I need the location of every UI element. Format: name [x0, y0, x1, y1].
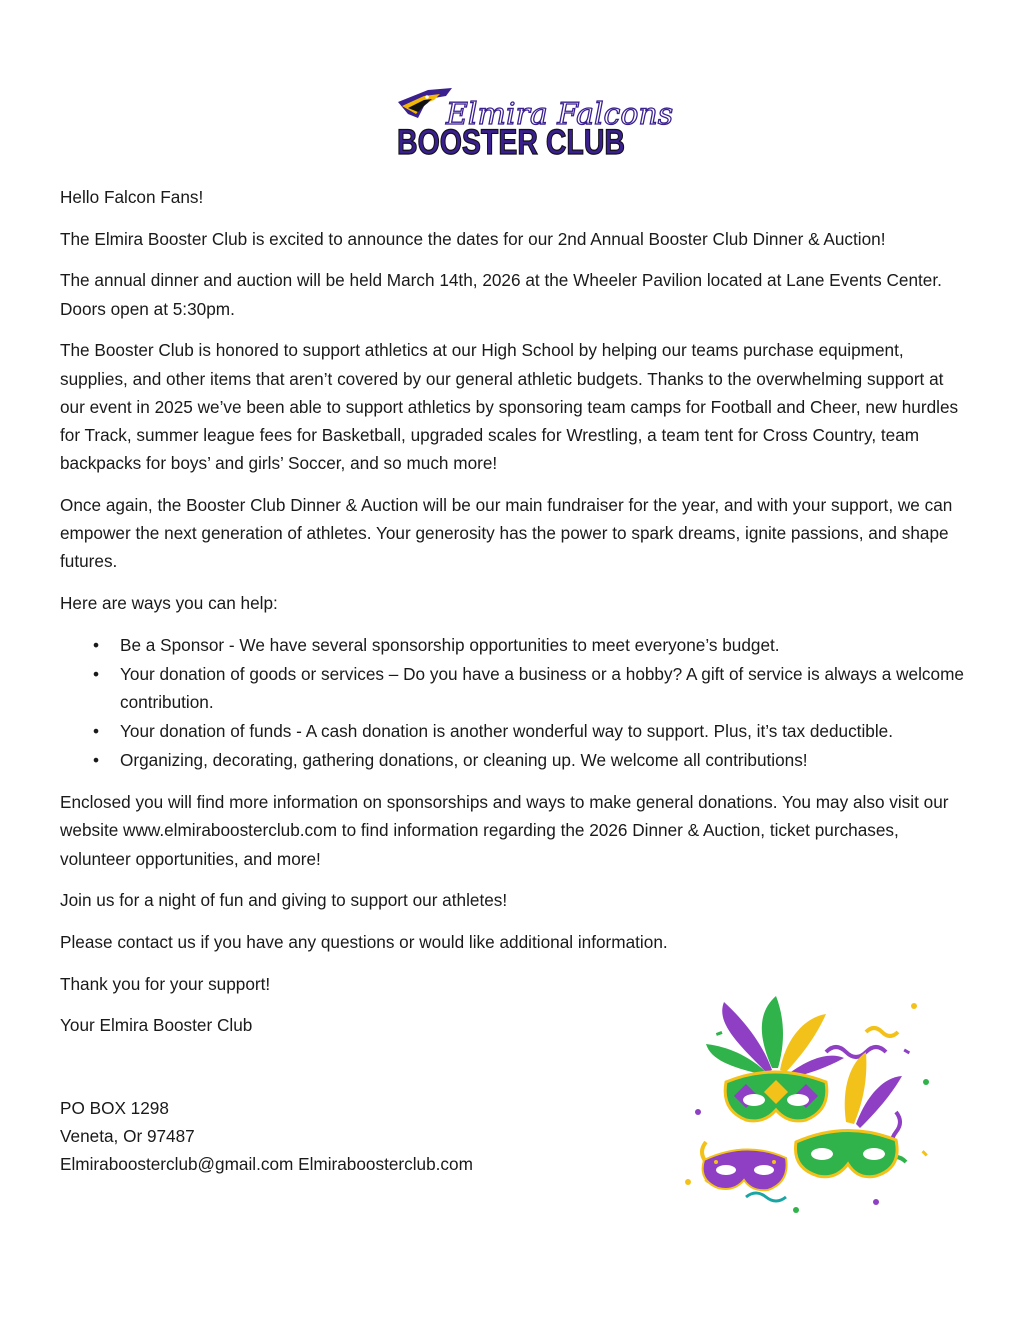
greeting: Hello Falcon Fans!	[60, 187, 204, 207]
address-city: Veneta, Or 97487	[60, 1126, 195, 1147]
logo-script-text: Elmira Falcons	[446, 97, 674, 132]
list-item-text: Be a Sponsor - We have several sponsorship opportunities to meet everyone’s budget.	[120, 634, 780, 655]
falcon-logo-icon	[394, 84, 674, 162]
event-details-paragraph: The annual dinner and auction will be held March 14th, 2026 at the Wheeler Pavilion located at Lane Events Center. Doors open at 5:30pm.	[60, 270, 942, 319]
invitation-line: Join us for a night of fun and giving to support our athletes!	[60, 890, 508, 911]
ways-list	[60, 631, 965, 775]
signoff-line: Your Elmira Booster Club	[60, 1015, 253, 1036]
falcon-head-icon	[398, 88, 452, 118]
address-po-box: PO BOX 1298	[60, 1098, 169, 1119]
list-item-text: Your donation of funds - A cash donation is another wonderful way to support. Plus, it’s tax deductible.	[120, 721, 893, 742]
website-paragraph: Enclosed you will find more information on sponsorships and ways to make general donations. You may also visit our website www.elmiraboosterclub.com to find information regarding the 2026 Dinner & Auction, ticket purchases, volunteer opportunities, and more!	[60, 792, 949, 869]
list-item-text: Organizing, decorating, gathering donations, or cleaning up. We welcome all contributions!	[120, 750, 808, 771]
announcement-paragraph: The Elmira Booster Club is excited to announce the dates for our 2nd Annual Booster Club Dinner & Auction!	[60, 228, 886, 249]
support-paragraph: The Booster Club is honored to support athletics at our High School by helping our teams purchase equipment, supplies, and other items that aren’t covered by our general athletic budgets. Thanks to the overwhelming support at our event in 2025 we’ve been able to support athletics by sponsoring team camps for Football and Cheer, new hurdles for Track, summer league fees for Basketball, upgraded scales for Wrestling, a team tent for Cross Country, team backpacks for boys’ and girls’ Soccer, and so much more!	[60, 340, 959, 474]
thanks-line: Thank you for your support!	[60, 973, 271, 994]
list-item	[60, 631, 965, 659]
address-email-website: Elmiraboosterclub@gmail.com Elmiraboosterclub.com	[60, 1154, 473, 1175]
ways-intro: Here are ways you can help:	[60, 592, 278, 613]
list-item	[60, 746, 965, 774]
contact-line: Please contact us if you have any questions or would like additional information.	[60, 931, 668, 952]
bullet-icon: •	[92, 663, 100, 684]
logo-block-text: BOOSTER CLUB	[397, 123, 625, 162]
fundraiser-paragraph: Once again, the Booster Club Dinner & Auction will be our main fundraiser for the year, and with your support, we can empower the next generation of athletes. Your generosity has the power to spark dreams, ignite passions, and shape futures.	[60, 494, 953, 572]
mardi-gras-masks-icon	[676, 992, 936, 1218]
bullet-icon: •	[92, 634, 100, 655]
list-item	[60, 717, 965, 745]
bullet-icon: •	[92, 750, 100, 771]
bullet-icon: •	[92, 721, 100, 742]
mardi-gras-masks-image	[676, 992, 936, 1218]
list-item	[60, 660, 965, 716]
list-item-text: Your donation of goods or services – Do you have a business or a hobby? A gift of service is always a welcome contribution.	[120, 663, 964, 713]
booster-club-logo	[394, 84, 674, 162]
